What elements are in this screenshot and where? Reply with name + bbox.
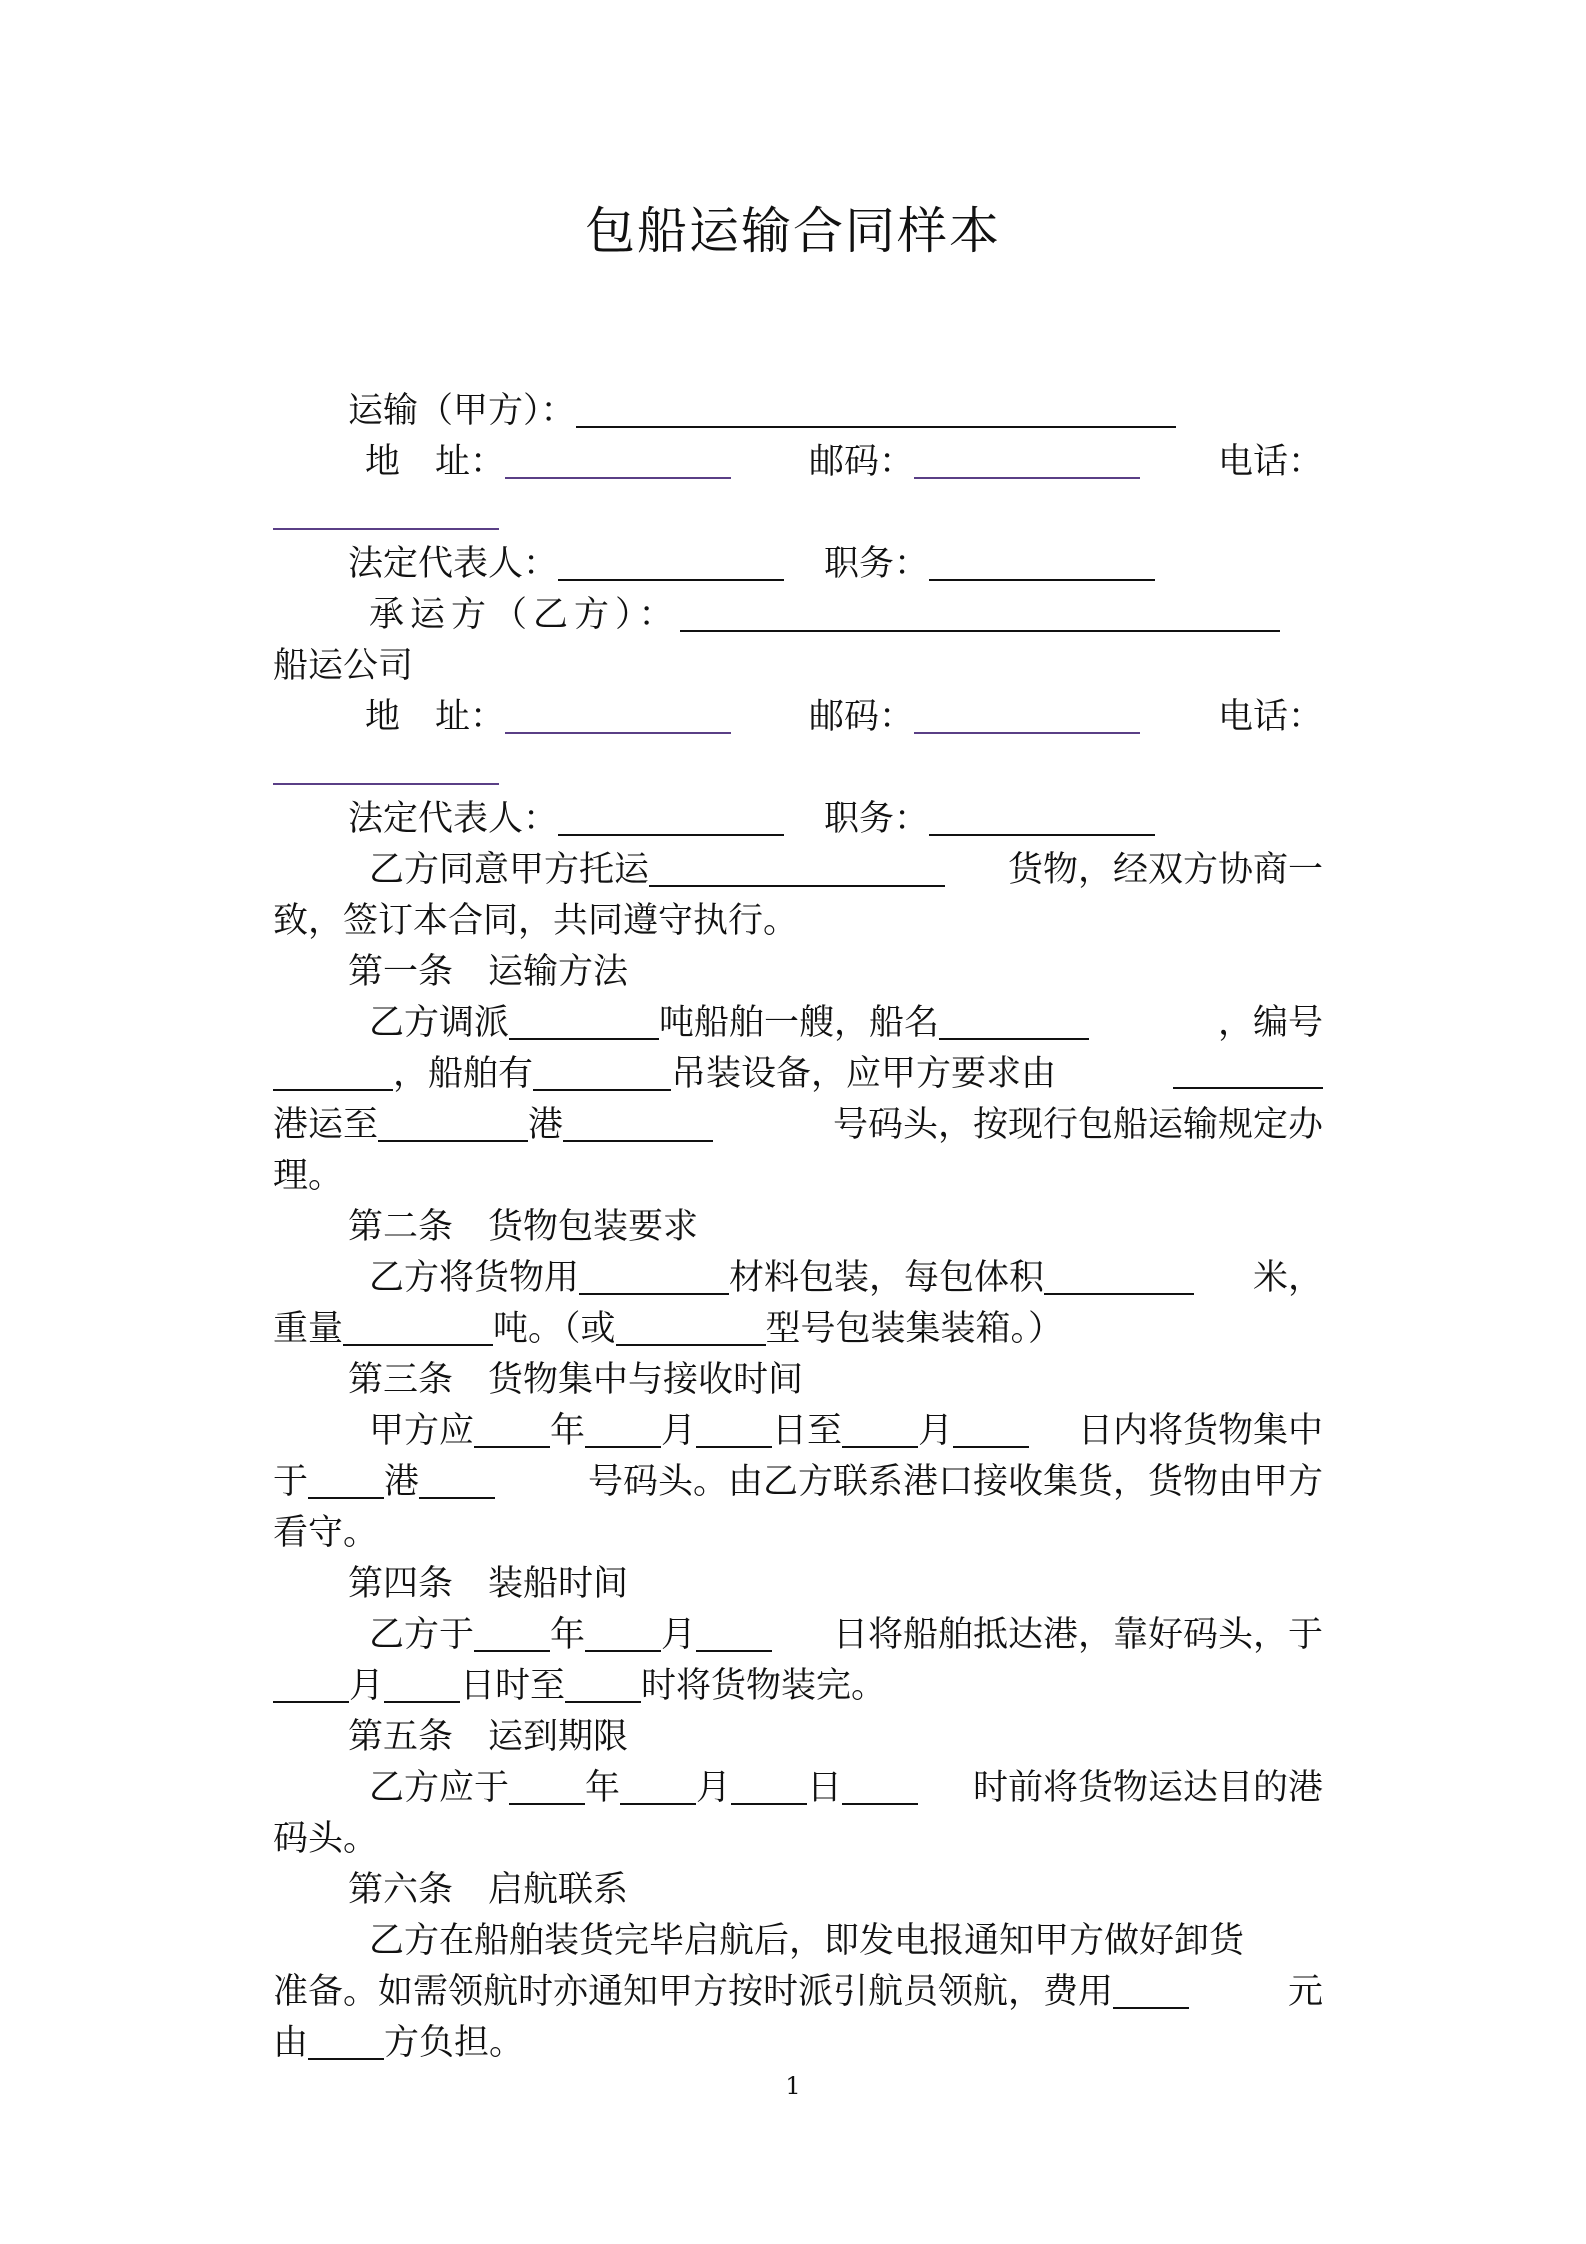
party-b-address-line: [273, 692, 1323, 743]
article-4-heading: [273, 1559, 1323, 1610]
ship-name-blank: [939, 1000, 1089, 1040]
article-3-year: 年: [550, 1411, 586, 1451]
article-3-f: 号码头。由乙方联系港口接收集货，货物由甲方: [587, 1462, 1323, 1502]
article-1-g: 港: [528, 1105, 564, 1145]
article-4-b: 日将船舶抵达港，靠好码头，于: [832, 1615, 1323, 1655]
start-month-blank: [585, 1408, 661, 1448]
arrival-month-blank: [585, 1612, 661, 1652]
article-5-c: 码头。: [273, 1819, 379, 1859]
party-a-phone-blank: [273, 490, 499, 530]
party-b-line: [273, 590, 1323, 641]
article-1-line-3: [273, 1100, 1323, 1151]
package-weight-blank: [343, 1306, 493, 1346]
party-b-phone-blank: [273, 745, 499, 785]
article-3-g: 看守。: [273, 1513, 379, 1553]
delivery-day-blank: [731, 1765, 807, 1805]
party-b-postcode-blank: [914, 694, 1140, 734]
party-b-blank: [680, 592, 1280, 632]
article-1-h: 号码头，按现行包船运输规定办: [832, 1105, 1323, 1145]
delivery-month-blank: [620, 1765, 696, 1805]
article-5-heading-text: 第五条 运到期限: [348, 1717, 629, 1757]
start-year-blank: [474, 1408, 550, 1448]
article-2-d: 重量: [273, 1309, 344, 1349]
party-a-rep-blank: [558, 541, 784, 581]
article-2-heading-text: 第二条 货物包装要求: [348, 1207, 699, 1247]
article-3-heading: [273, 1355, 1323, 1406]
delivery-year-blank: [509, 1765, 585, 1805]
article-6-b: 准备。如需领航时亦通知甲方按时派引航员领航，费用: [273, 1972, 1114, 2012]
collection-dock-blank: [419, 1459, 495, 1499]
article-3-month-2: 月: [918, 1411, 954, 1451]
article-2-e: 吨。（或: [493, 1309, 616, 1349]
party-a-phone-line: [273, 488, 1323, 539]
article-2-c: 米，: [1252, 1258, 1323, 1298]
preamble-b: 货物，经双方协商一: [1007, 850, 1323, 890]
preamble-line-1: [273, 845, 1323, 896]
party-b-position-blank: [929, 796, 1155, 836]
end-day-blank: [953, 1408, 1029, 1448]
party-a-position-label: 职务：: [824, 544, 930, 584]
cargo-blank: [649, 847, 945, 887]
article-2-f: 型号包装集装箱。）: [765, 1309, 1064, 1349]
loading-month-blank: [273, 1663, 349, 1703]
delivery-hour-blank: [842, 1765, 918, 1805]
article-4-month: 月: [661, 1615, 697, 1655]
article-6-heading-text: 第六条 启航联系: [348, 1870, 629, 1910]
article-1-c: ，编号: [1217, 1003, 1323, 1043]
article-5-b: 时前将货物运达目的港: [972, 1768, 1323, 1808]
article-1-line-2: [273, 1049, 1323, 1100]
article-3-line-2: [273, 1457, 1323, 1508]
article-4-month-2: 月: [349, 1666, 385, 1706]
party-b-rep-label: 法定代表人：: [348, 799, 559, 839]
party-a-phone-label: 电话：: [1217, 442, 1323, 482]
article-4-line-2: [273, 1661, 1323, 1712]
packing-material-blank: [579, 1255, 729, 1295]
party-b-position-label: 职务：: [824, 799, 930, 839]
preamble-line-2: [273, 896, 1323, 947]
article-5-a: 乙方应于: [369, 1768, 510, 1808]
article-6-line-3: [273, 2018, 1323, 2069]
article-1-d: ，船舶有: [393, 1054, 534, 1094]
article-1-i: 理。: [273, 1156, 344, 1196]
article-4-line-1: [273, 1610, 1323, 1661]
party-a-rep-label: 法定代表人：: [348, 544, 559, 584]
party-a-label: 运输（甲方）：: [348, 391, 576, 431]
party-b-address-blank: [505, 694, 731, 734]
article-5-line-2: [273, 1814, 1323, 1865]
article-1-heading: [273, 947, 1323, 998]
article-5-heading: [273, 1712, 1323, 1763]
article-3-b: 日至: [772, 1411, 843, 1451]
article-1-f: 港运至: [273, 1105, 379, 1145]
collection-port-blank: [308, 1459, 384, 1499]
article-3-month: 月: [661, 1411, 697, 1451]
hoist-equipment-blank: [533, 1051, 671, 1091]
party-b-phone-label: 电话：: [1217, 697, 1323, 737]
article-3-a: 甲方应: [369, 1411, 475, 1451]
article-3-line-3: [273, 1508, 1323, 1559]
article-6-a: 乙方在船舶装货完毕启航后，即发电报通知甲方做好卸货: [369, 1921, 1245, 1961]
article-4-c: 日时至: [460, 1666, 566, 1706]
party-b-address-label: 地 址：: [365, 697, 506, 737]
end-month-blank: [842, 1408, 918, 1448]
container-type-blank: [616, 1306, 766, 1346]
page-number: 1: [785, 2072, 801, 2100]
contract-body: [273, 386, 1323, 2069]
preamble-a: 乙方同意甲方托运: [369, 850, 650, 890]
article-5-line-1: [273, 1763, 1323, 1814]
article-2-b: 材料包装，每包体积: [729, 1258, 1045, 1298]
article-2-a: 乙方将货物用: [369, 1258, 580, 1298]
article-3-heading-text: 第三条 货物集中与接收时间: [348, 1360, 804, 1400]
article-3-c: 日内将货物集中: [1077, 1411, 1323, 1451]
article-6-line-2: [273, 1967, 1323, 2018]
article-4-year: 年: [550, 1615, 586, 1655]
article-5-month: 月: [696, 1768, 732, 1808]
article-6-line-1: [273, 1916, 1323, 1967]
loading-day-blank: [384, 1663, 460, 1703]
party-a-address-blank: [505, 439, 731, 479]
article-4-heading-text: 第四条 装船时间: [348, 1564, 629, 1604]
article-6-c: 元: [1287, 1972, 1323, 2012]
article-5-year: 年: [585, 1768, 621, 1808]
party-b-postcode-label: 邮码：: [808, 697, 914, 737]
article-2-heading: [273, 1202, 1323, 1253]
party-b-company-line: [273, 641, 1323, 692]
article-1-b: 吨船舶一艘，船名: [659, 1003, 940, 1043]
fee-party-blank: [308, 2020, 384, 2060]
party-b-label: 承运方（乙方）：: [369, 595, 680, 635]
party-b-company-suffix: 船运公司: [273, 646, 414, 686]
preamble-c: 致，签订本合同，共同遵守执行。: [273, 901, 799, 941]
pilot-fee-blank: [1113, 1969, 1189, 2009]
party-b-rep-line: [273, 794, 1323, 845]
article-4-d: 时将货物装完。: [641, 1666, 887, 1706]
origin-port-blank: [1173, 1049, 1323, 1089]
dock-number-blank: [563, 1102, 713, 1142]
article-6-d: 由: [273, 2023, 309, 2063]
article-4-a: 乙方于: [369, 1615, 475, 1655]
article-5-day: 日: [807, 1768, 843, 1808]
document-title: 包船运输合同样本: [585, 202, 1001, 260]
party-b-rep-blank: [558, 796, 784, 836]
ship-number-blank: [273, 1051, 393, 1091]
arrival-day-blank: [696, 1612, 772, 1652]
party-a-postcode-blank: [914, 439, 1140, 479]
party-a-blank: [576, 388, 1176, 428]
article-6-e: 方负担。: [384, 2023, 525, 2063]
start-day-blank: [696, 1408, 772, 1448]
article-1-heading-text: 第一条 运输方法: [348, 952, 629, 992]
article-2-line-1: [273, 1253, 1323, 1304]
party-a-postcode-label: 邮码：: [808, 442, 914, 482]
party-b-phone-line: [273, 743, 1323, 794]
article-1-e: 吊装设备，应甲方要求由: [671, 1054, 1057, 1094]
article-3-d: 于: [273, 1462, 309, 1502]
package-volume-blank: [1044, 1255, 1194, 1295]
party-a-position-blank: [929, 541, 1155, 581]
loading-hour-blank: [565, 1663, 641, 1703]
article-3-e: 港: [384, 1462, 420, 1502]
article-1-line-1: [273, 998, 1323, 1049]
article-1-line-4: [273, 1151, 1323, 1202]
arrival-year-blank: [474, 1612, 550, 1652]
party-a-address-line: [273, 437, 1323, 488]
article-6-heading: [273, 1865, 1323, 1916]
article-1-a: 乙方调派: [369, 1003, 510, 1043]
article-2-line-2: [273, 1304, 1323, 1355]
tonnage-blank: [509, 1000, 659, 1040]
party-a-line: [273, 386, 1323, 437]
party-a-address-label: 地 址：: [365, 442, 506, 482]
party-a-rep-line: [273, 539, 1323, 590]
article-3-line-1: [273, 1406, 1323, 1457]
destination-port-blank: [378, 1102, 528, 1142]
